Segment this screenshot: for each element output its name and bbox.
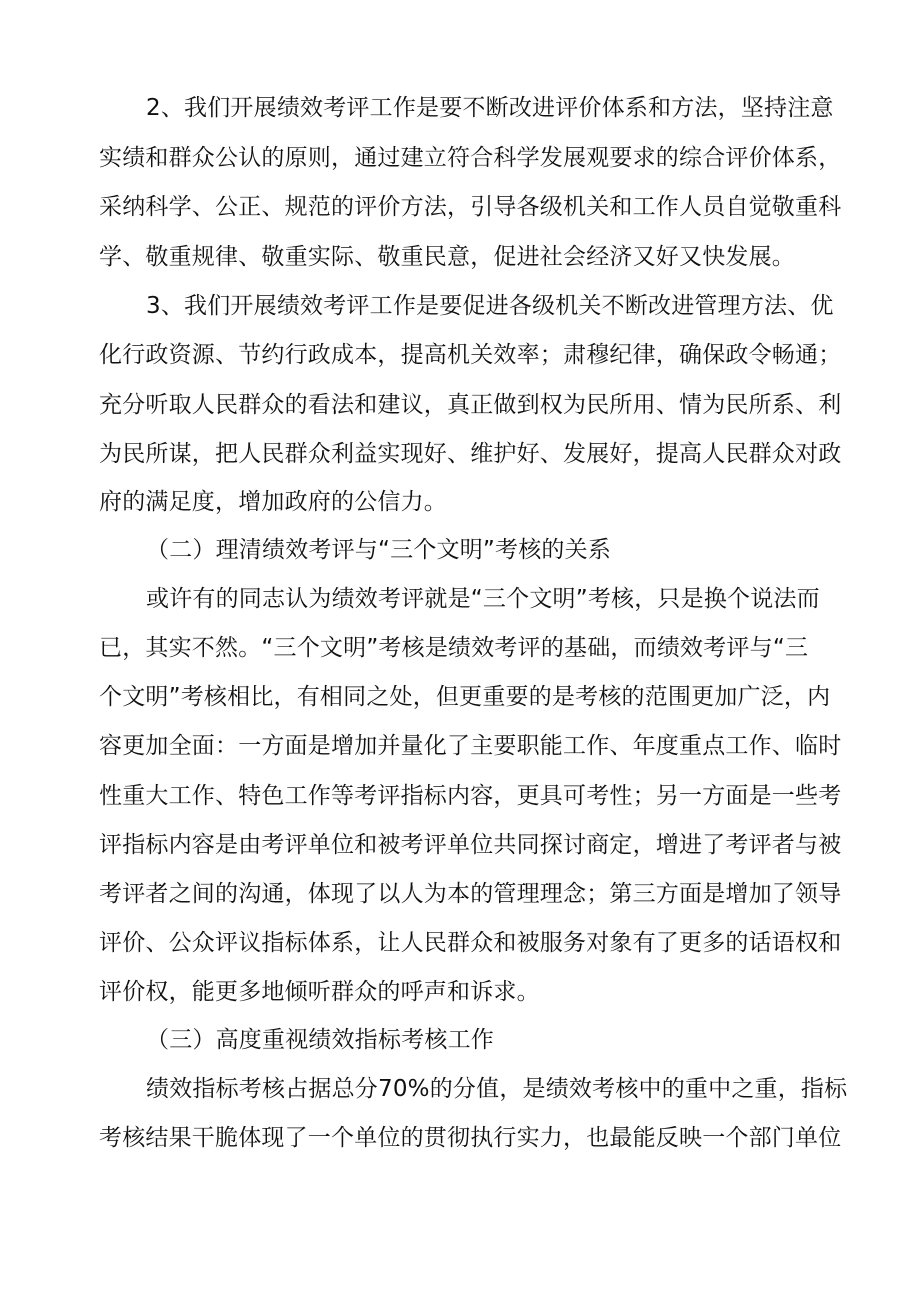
paragraph-line: 评价、公众评议指标体系，让人民群众和被服务对象有了更多的话语权和 <box>99 930 842 956</box>
paragraph-line: 已，其实不然。“三个文明”考核是绩效考评的基础，而绩效考评与“三 <box>99 635 809 661</box>
paragraph-line: 3、我们开展绩效考评工作是要促进各级机关不断改进管理方法、优 <box>146 293 834 319</box>
paragraph-line: 评价权，能更多地倾听群众的呼声和诉求。 <box>99 979 540 1005</box>
paragraph-line: 府的满足度，增加政府的公信力。 <box>99 489 447 515</box>
paragraph-line: 学、敬重规律、敬重实际、敬重民意，促进社会经济又好又快发展。 <box>99 244 795 270</box>
paragraph-line: 容更加全面：一方面是增加并量化了主要职能工作、年度重点工作、临时 <box>99 733 842 759</box>
paragraph-line: 或许有的同志认为绩效考评就是“三个文明”考核，只是换个说法而 <box>146 586 820 612</box>
paragraph-line: 考核结果干脆体现了一个单位的贯彻执行实力，也最能反映一个部门单位 <box>99 1125 842 1151</box>
paragraph-line: 考评者之间的沟通，体现了以人为本的管理理念；第三方面是增加了领导 <box>99 881 842 907</box>
paragraph-line: 化行政资源、节约行政成本，提高机关效率；肃穆纪律，确保政令畅通； <box>99 342 842 368</box>
section-heading: （三）高度重视绩效指标考核工作 <box>146 1027 494 1053</box>
paragraph-line: 性重大工作、特色工作等考评指标内容，更具可考性；另一方面是一些考 <box>99 783 842 809</box>
paragraph-line: 评指标内容是由考评单位和被考评单位共同探讨商定，增进了考评者与被 <box>99 832 842 858</box>
paragraph-line: 为民所谋，把人民群众利益实现好、维护好、发展好，提高人民群众对政 <box>99 441 842 467</box>
paragraph-line: 个文明”考核相比，有相同之处，但更重要的是考核的范围更加广泛，内 <box>99 684 831 710</box>
section-heading: （二）理清绩效考评与“三个文明”考核的关系 <box>146 537 612 563</box>
paragraph-line: 2、我们开展绩效考评工作是要不断改进评价体系和方法，坚持注意 <box>146 95 834 121</box>
paragraph-line: 充分听取人民群众的看法和建议，真正做到权为民所用、情为民所系、利 <box>99 392 842 418</box>
paragraph-line: 绩效指标考核占据总分70%的分值，是绩效考核中的重中之重，指标 <box>146 1076 848 1102</box>
paragraph-line: 实绩和群众公认的原则，通过建立符合科学发展观要求的综合评价体系， <box>99 145 842 171</box>
paragraph-line: 采纳科学、公正、规范的评价方法，引导各级机关和工作人员自觉敬重科 <box>99 194 842 220</box>
